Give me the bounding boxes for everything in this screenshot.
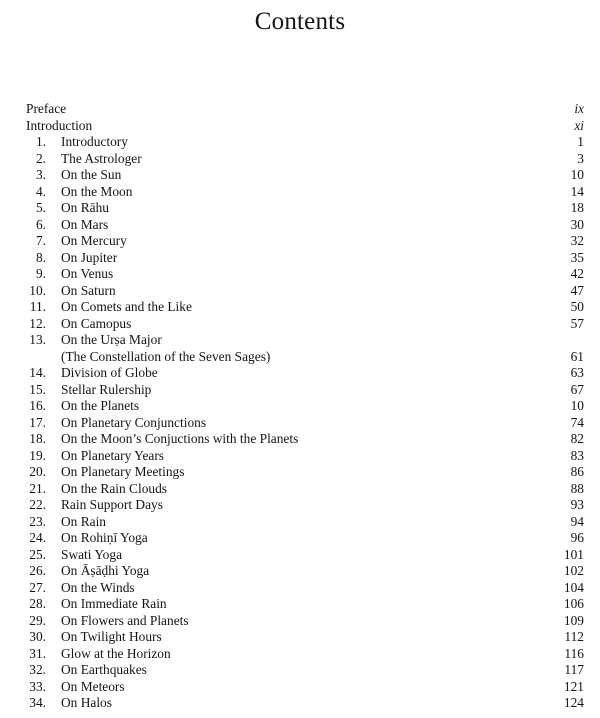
page-number: 32 (570, 233, 584, 248)
chapter-number: 21. (29, 480, 46, 496)
page-number: 112 (564, 629, 584, 644)
chapter-number: 8. (35, 249, 46, 265)
page-number: 102 (563, 563, 584, 578)
toc-entry (26, 349, 584, 366)
toc-entry (26, 530, 584, 547)
toc-entry (26, 497, 584, 514)
chapter-number: 14. (29, 365, 46, 380)
page-number: 106 (563, 596, 584, 611)
page-number: 101 (563, 546, 584, 562)
toc-entry (26, 217, 584, 234)
entry-title: On Flowers and Planets (61, 612, 189, 628)
page-number: 10 (570, 398, 584, 413)
entry-title: On Mercury (61, 233, 127, 248)
chapter-number: 6. (35, 216, 46, 232)
page-number: 121 (563, 678, 584, 694)
page-number: 117 (564, 662, 584, 677)
entry-title: On Saturn (61, 282, 116, 298)
page-title: Contents (254, 8, 346, 35)
page-number: 124 (563, 695, 584, 710)
page-number: 61 (570, 348, 584, 364)
toc-entry (26, 464, 584, 481)
chapter-number: 30. (29, 629, 46, 644)
entry-title: On Mars (61, 216, 109, 232)
chapter-number: 3. (35, 167, 46, 182)
toc-entry (26, 184, 584, 201)
toc-entry (26, 200, 584, 217)
toc-entry (26, 134, 584, 151)
toc-entry (26, 448, 584, 465)
toc-entry (26, 398, 584, 415)
entry-title: On Earthquakes (61, 662, 147, 677)
page-number: 63 (570, 365, 584, 380)
entry-title: On Rain (61, 513, 107, 529)
page-number: 88 (570, 480, 584, 496)
chapter-number: 23. (29, 513, 46, 529)
page-number: 83 (570, 447, 584, 463)
toc-entry (26, 266, 584, 283)
toc-entry (26, 514, 584, 531)
page-number: 14 (570, 183, 584, 199)
front-matter-list (26, 101, 584, 134)
entry-title: Introductory (61, 134, 128, 149)
toc-entry (26, 695, 584, 712)
toc-entry (26, 613, 584, 630)
chapter-number: 17. (29, 414, 46, 430)
chapter-number: 7. (35, 233, 46, 248)
chapter-number: 33. (29, 678, 46, 694)
entry-title: Swati Yoga (61, 546, 123, 562)
chapter-number: 11. (29, 299, 46, 314)
entry-title: On Meteors (61, 678, 125, 694)
toc-entry (26, 299, 584, 316)
page-number: 74 (570, 414, 584, 430)
page-number: 109 (563, 612, 584, 628)
entry-title: The Astrologer (61, 150, 142, 166)
entry-title: Preface (26, 101, 67, 116)
page-number: xi (574, 117, 584, 133)
chapter-number: 2. (35, 150, 46, 166)
page-number: 30 (570, 216, 584, 232)
chapter-number: 22. (29, 497, 46, 512)
entry-title: On Planetary Meetings (61, 464, 185, 479)
page-number: 82 (570, 431, 584, 446)
chapter-number: 1. (35, 134, 46, 149)
entry-title: On the Winds (61, 579, 135, 595)
entry-title: On Planetary Conjunctions (61, 414, 207, 430)
toc-entry (26, 283, 584, 300)
chapter-number: 5. (35, 200, 46, 215)
entry-title: Rain Support Days (61, 497, 163, 512)
page-number: 47 (570, 282, 584, 298)
page-number: 35 (570, 249, 584, 265)
entry-title: On the Moon’s Conjuctions with the Planets (61, 431, 299, 446)
entry-title: On Rāhu (61, 200, 109, 215)
entry-title: On the Planets (61, 398, 140, 413)
entry-title: On Comets and the Like (61, 299, 192, 314)
toc-entry (26, 580, 584, 597)
page-number: 10 (570, 167, 584, 182)
chapter-number: 10. (29, 282, 46, 298)
chapter-list (26, 134, 584, 712)
chapter-number: 12. (29, 315, 46, 331)
entry-title: On Jupiter (61, 249, 118, 265)
table-of-contents (26, 101, 584, 712)
page-number: 93 (570, 497, 584, 512)
toc-entry (26, 250, 584, 267)
page-number: 3 (577, 150, 584, 166)
chapter-number: 20. (29, 464, 46, 479)
chapter-number: 28. (29, 596, 46, 611)
chapter-number: 13. (29, 332, 46, 347)
page-number: 67 (570, 381, 584, 397)
entry-title: Introduction (26, 117, 93, 133)
entry-title: On the Moon (61, 183, 133, 199)
front-matter-entry (26, 101, 584, 118)
chapter-number: 15. (29, 381, 46, 397)
chapter-number: 18. (29, 431, 46, 446)
toc-entry (26, 382, 584, 399)
toc-entry (26, 679, 584, 696)
page-number: 50 (570, 299, 584, 314)
entry-title: Division of Globe (61, 365, 158, 380)
entry-title: (The Constellation of the Seven Sages) (61, 348, 271, 364)
toc-entry (26, 167, 584, 184)
page-number: 1 (577, 134, 584, 149)
entry-title: On Twilight Hours (61, 629, 162, 644)
chapter-number: 9. (35, 266, 46, 281)
toc-entry (26, 316, 584, 333)
toc-entry (26, 662, 584, 679)
toc-entry (26, 233, 584, 250)
chapter-number: 16. (29, 398, 46, 413)
page-number: 86 (570, 464, 584, 479)
toc-entry (26, 596, 584, 613)
toc-entry (26, 415, 584, 432)
toc-entry (26, 629, 584, 646)
toc-entry (26, 365, 584, 382)
chapter-number: 31. (29, 645, 46, 661)
chapter-number: 27. (29, 579, 46, 595)
entry-title: On the Urṣa Major (61, 332, 162, 347)
toc-entry (26, 332, 584, 349)
chapter-number: 26. (29, 563, 46, 578)
page-number: 104 (563, 579, 584, 595)
chapter-number: 25. (29, 546, 46, 562)
entry-title: On Rohiṇī Yoga (61, 530, 148, 545)
entry-title: On Immediate Rain (61, 596, 167, 611)
toc-entry (26, 547, 584, 564)
entry-title: Glow at the Horizon (61, 645, 171, 661)
page-number: 96 (570, 530, 584, 545)
chapter-number: 29. (29, 612, 46, 628)
page-number: 18 (570, 200, 584, 215)
page-number: 116 (564, 645, 584, 661)
page-number: 42 (570, 266, 584, 281)
entry-title: Stellar Rulership (61, 381, 152, 397)
front-matter-entry (26, 118, 584, 135)
chapter-number: 4. (35, 183, 46, 199)
toc-entry (26, 431, 584, 448)
toc-entry (26, 151, 584, 168)
entry-title: On Āṣāḍhi Yoga (61, 563, 150, 578)
chapter-number: 19. (29, 447, 46, 463)
page-number: 94 (570, 513, 584, 529)
toc-entry (26, 481, 584, 498)
toc-entry (26, 646, 584, 663)
entry-title: On Camopus (61, 315, 132, 331)
page-number: ix (574, 101, 584, 116)
entry-title: On Venus (61, 266, 114, 281)
entry-title: On the Rain Clouds (61, 480, 168, 496)
chapter-number: 32. (29, 662, 46, 677)
chapter-number: 24. (29, 530, 46, 545)
chapter-number: 34. (29, 695, 46, 710)
page-number: 57 (570, 315, 584, 331)
entry-title: On the Sun (61, 167, 122, 182)
toc-entry (26, 563, 584, 580)
entry-title: On Planetary Years (61, 447, 165, 463)
entry-title: On Halos (61, 695, 112, 710)
